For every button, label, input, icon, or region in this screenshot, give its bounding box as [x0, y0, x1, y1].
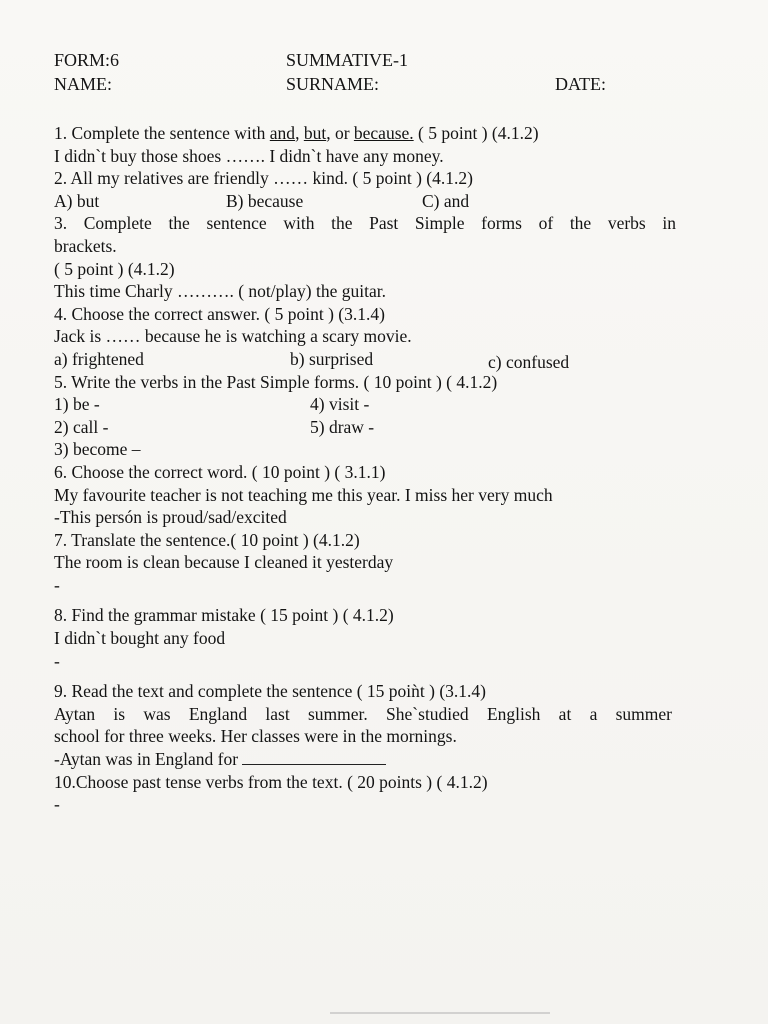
name-label: NAME: [54, 74, 112, 94]
option-a: A) but [54, 190, 100, 211]
question-2: 2. All my relatives are friendly …… kind. ( 5 point ) (4.1.2) [54, 168, 473, 189]
option-b: B) because [226, 190, 304, 211]
underlined-word: but [303, 123, 327, 143]
question-1-sentence: I didn`t buy those shoes ……. I didn`t have any money. [54, 145, 444, 166]
page-title: SUMMATIVE-1 [286, 50, 409, 70]
verb-row-1 [54, 393, 684, 416]
question-8-sentence: I didn`t bought any food [54, 628, 226, 649]
page-edge-mark [330, 1012, 550, 1014]
question-2-options [54, 190, 684, 213]
date-label: DATE: [555, 74, 606, 94]
option-b: b) surprised [290, 348, 374, 369]
question-3-sentence: This time Charly ………. ( not/play) the guitar. [54, 281, 386, 302]
question-4: 4. Choose the correct answer. ( 5 point ) (3.1.4) [54, 303, 385, 324]
question-3-continued: brackets. [54, 235, 117, 256]
verb-item: 4) visit - [310, 394, 370, 415]
question-5: 5. Write the verbs in the Past Simple forms. ( 10 point ) ( 4.1.2) [54, 371, 498, 392]
question-8: 8. Find the grammar mistake ( 15 point ) ( 4.1.2) [54, 605, 394, 626]
worksheet-header [54, 50, 714, 98]
questions [54, 122, 684, 816]
question-1: 1. Complete the sentence with and, but, or because. ( 5 point ) (4.1.2) [54, 123, 539, 143]
answer-dash: - [54, 574, 60, 595]
answer-dash: - [54, 794, 60, 815]
reading-text-line-2: school for three weeks. Her classes were in the mornings. [54, 726, 457, 747]
verb-item: 3) become – [54, 439, 141, 460]
reading-text-line-1: Aytan is was England last summer. She`studied English at a summer [54, 703, 672, 724]
option-a: a) frightened [54, 348, 144, 369]
verb-item: 1) be - [54, 394, 100, 415]
question-6-options: -This persón is proud/sad/excited [54, 507, 287, 528]
question-7-sentence: The room is clean because I cleaned it yesterday [54, 552, 394, 573]
verb-item: 2) call - [54, 416, 109, 437]
verb-item: 5) draw - [310, 416, 375, 437]
question-3: 3. Complete the sentence with the Past Simple forms of the verbs in [54, 213, 676, 234]
question-3-points: ( 5 point ) (4.1.2) [54, 258, 175, 279]
option-c: C) and [422, 190, 470, 211]
question-6-sentence: My favourite teacher is not teaching me this year. I miss her very much [54, 484, 553, 505]
underlined-word: and [269, 123, 296, 143]
question-4-sentence: Jack is …… because he is watching a scary movie. [54, 326, 412, 347]
question-7: 7. Translate the sentence.( 10 point ) (4.1.2) [54, 529, 360, 550]
question-9: 9. Read the text and complete the sentence ( 15 poiǹt ) (3.1.4) [54, 681, 487, 702]
surname-label: SURNAME: [286, 74, 380, 94]
question-10: 10.Choose past tense verbs from the text. ( 20 points ) ( 4.1.2) [54, 771, 488, 792]
underlined-word: because. [353, 123, 414, 143]
question-9-prompt: -Aytan was in England for [54, 748, 684, 771]
option-c: c) confused [488, 351, 570, 372]
question-6: 6. Choose the correct word. ( 10 point ) ( 3.1.1) [54, 461, 386, 482]
form-label: FORM:6 [54, 50, 120, 70]
question-4-options [54, 348, 684, 371]
answer-dash: - [54, 650, 60, 671]
verb-row-2 [54, 416, 684, 439]
answer-blank[interactable] [242, 750, 386, 765]
